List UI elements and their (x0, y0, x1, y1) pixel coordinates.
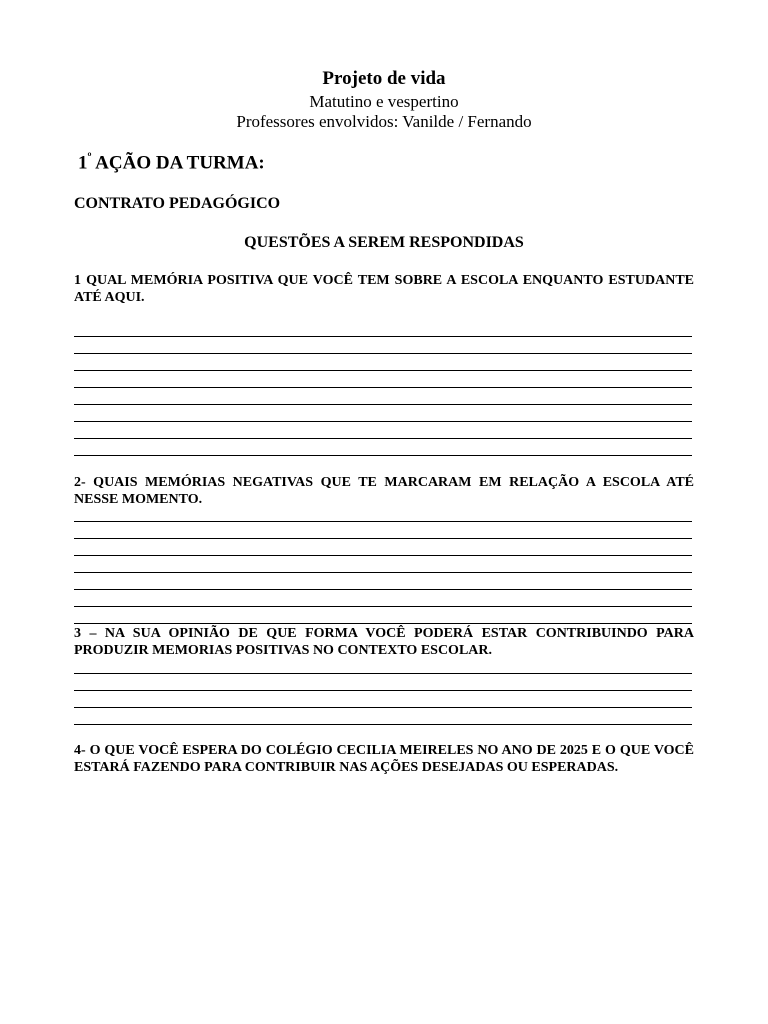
answer-line[interactable] (74, 589, 692, 590)
answer-line[interactable] (74, 370, 692, 371)
answer-line[interactable] (74, 623, 692, 624)
question-1: 1 QUAL MEMÓRIA POSITIVA QUE VOCÊ TEM SOBRE A ESCOLA ENQUANTO ESTUDANTE ATÉ AQUI. (74, 273, 694, 305)
answer-line[interactable] (74, 606, 692, 607)
answer-line[interactable] (74, 336, 692, 337)
questions-heading: QUESTÕES A SEREM RESPONDIDAS (244, 234, 524, 251)
action-heading (78, 150, 265, 174)
question-2: 2- QUAIS MEMÓRIAS NEGATIVAS QUE TE MARCARAM EM RELAÇÃO A ESCOLA ATÉ NESSE MOMENTO. (74, 475, 694, 507)
answer-line[interactable] (74, 555, 692, 556)
answer-line[interactable] (74, 387, 692, 388)
answer-line[interactable] (74, 455, 692, 456)
action-label: AÇÃO DA TURMA: (91, 152, 265, 174)
question-4: 4- O QUE VOCÊ ESPERA DO COLÉGIO CECILIA MEIRELES NO ANO DE 2025 E O QUE VOCÊ ESTARÁ FAZENDO PARA CONTRIBUIR NAS AÇÕES DESEJADAS OU ESPERADAS. (74, 743, 694, 775)
answer-line[interactable] (74, 673, 692, 674)
answer-line[interactable] (74, 421, 692, 422)
answer-line[interactable] (74, 690, 692, 691)
shift-subtitle: Matutino e vespertino (309, 92, 459, 111)
answer-line[interactable] (74, 404, 692, 405)
answer-line[interactable] (74, 438, 692, 439)
action-number: 1 (78, 152, 88, 174)
answer-line[interactable] (74, 572, 692, 573)
question-3: 3 – NA SUA OPINIÃO DE QUE FORMA VOCÊ PODERÁ ESTAR CONTRIBUINDO PARA PRODUZIR MEMORIAS POSITIVAS NO CONTEXTO ESCOLAR. (74, 626, 694, 658)
answer-line[interactable] (74, 724, 692, 725)
answer-line[interactable] (74, 353, 692, 354)
contract-heading: CONTRATO PEDAGÓGICO (74, 195, 281, 212)
teachers-line: Professores envolvidos: Vanilde / Fernando (236, 112, 532, 131)
answer-line[interactable] (74, 521, 692, 522)
document-title: Projeto de vida (322, 68, 446, 89)
answer-line[interactable] (74, 707, 692, 708)
answer-line[interactable] (74, 538, 692, 539)
action-ordinal: º (87, 150, 92, 164)
